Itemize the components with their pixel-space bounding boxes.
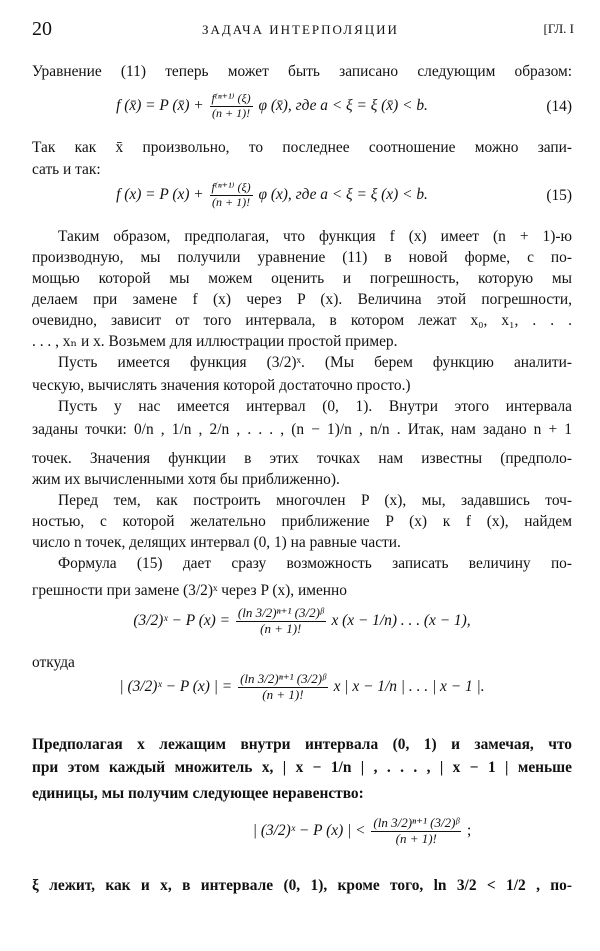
eq-fraction-numerator: (ln 3/2)ⁿ⁺¹ (3/2)ᵝ [373, 815, 460, 830]
eq-fraction-denominator: (n + 1)! [262, 686, 304, 702]
eq-fraction [238, 672, 328, 703]
text-line: ческую, вычислять значения которой достаточно просто.) [32, 377, 411, 394]
text-line: Уравнение (11) теперь может быть записано следующим образом: [32, 63, 572, 80]
eq-fraction [371, 816, 461, 847]
eq-fraction-numerator: f⁽ⁿ⁺¹⁾ (ξ) [211, 180, 251, 194]
eq-fraction-denominator: (n + 1)! [395, 830, 437, 846]
eq-fraction-denominator: (n + 1)! [260, 620, 302, 636]
eq-fraction-denominator: (n + 1)! [212, 105, 251, 120]
text-line: точек. Значения функции в этих точках нам известны (предполо- [32, 450, 572, 467]
page-number: 20 [32, 18, 52, 40]
text-line: откуда [32, 654, 75, 671]
eq-fraction-numerator: (ln 3/2)ⁿ⁺¹ (3/2)ᵝ [237, 605, 324, 620]
text-line: Предполагая x лежащим внутри интервала (0, 1) и замечая, что [32, 736, 572, 753]
text-line: Пусть имеется функция (3/2)ˣ. (Мы берем функцию аналити- [58, 354, 572, 371]
text-line: очевидно, зависит от того интервала, в котором лежат x₀, x₁, . . . [32, 312, 572, 329]
eq-rhs: ; [466, 821, 472, 839]
equation-15 [32, 181, 572, 211]
eq-rhs: φ (x), где a < ξ = ξ (x) < b. [258, 185, 428, 203]
eq-fraction-numerator: (ln 3/2)ⁿ⁺¹ (3/2)ᵝ [240, 671, 326, 686]
text-line: Формула (15) дает сразу возможность записать величину по- [58, 555, 572, 572]
text-line: сать и так: [32, 161, 101, 178]
text-line: заданы точки: 0/n , 1/n , 2/n , . . . , (n − 1)/n , n/n . Итак, нам задано n + 1 [32, 421, 572, 438]
equation-error [32, 606, 572, 648]
text-line: ξ лежит, как и x, в интервале (0, 1), кроме того, ln 3/2 < 1/2 , по- [32, 877, 572, 894]
text-line: Таким образом, предполагая, что функция f (x) имеет (n + 1)-ю [58, 228, 572, 245]
chapter-label: [ГЛ. I [543, 21, 574, 36]
eq-rhs: φ (x̄), где a < ξ = ξ (x̄) < b. [258, 96, 428, 114]
text-line: при этом каждый множитель x, | x − 1/n | , . . . , | x − 1 | меньше [32, 759, 572, 776]
running-header [32, 18, 574, 46]
eq-lhs: (3/2)ˣ − P (x) = [133, 611, 231, 629]
equation-inequality [32, 816, 572, 862]
eq-fraction-numerator: f⁽ⁿ⁺¹⁾ (ξ) [211, 91, 251, 105]
equation-abs-error [32, 672, 572, 714]
eq-fraction [210, 92, 253, 121]
eq-lhs: | (3/2)ˣ − P (x) | = [119, 677, 233, 695]
text-line: грешности при замене (3/2)ˣ через P (x), именно [32, 582, 347, 599]
text-line: жим их вычисленными хотя бы приближенно). [32, 471, 340, 488]
eq-rhs: x | x − 1/n | . . . | x − 1 |. [333, 677, 485, 695]
eq-fraction [210, 181, 253, 210]
eq-rhs: x (x − 1/n) . . . (x − 1), [331, 611, 471, 629]
equation-14 [32, 92, 572, 122]
equation-number: (15) [546, 187, 572, 204]
text-line: Пусть у нас имеется интервал (0, 1). Внутри этого интервала [58, 398, 572, 415]
text-line: число n точек, делящих интервал (0, 1) на равные части. [32, 534, 401, 551]
eq-fraction-denominator: (n + 1)! [212, 194, 251, 209]
equation-number: (14) [546, 98, 572, 115]
eq-lhs: f (x) = P (x) + [116, 185, 204, 203]
eq-lhs: | (3/2)ˣ − P (x) | < [252, 821, 366, 839]
text-line: Так как x̄ произвольно, то последнее соотношение можно запи- [32, 139, 572, 156]
eq-lhs: f (x̄) = P (x̄) + [116, 96, 204, 114]
text-line: ностью, с которой желательно приближение P (x) к f (x), найдем [32, 513, 572, 530]
text-line: Перед тем, как построить многочлен P (x), мы, задавшись точ- [58, 492, 572, 509]
text-line: . . . , xₙ и x. Возьмем для иллюстрации простой пример. [32, 333, 398, 350]
text-line: производную, мы получили уравнение (11) в новой форме, с по- [32, 249, 572, 266]
running-title: ЗАДАЧА ИНТЕРПОЛЯЦИИ [202, 22, 399, 37]
text-line: мощью которой мы можем оценить и погрешность, которую мы [32, 270, 572, 287]
eq-fraction [236, 606, 326, 637]
text-line: единицы, мы получим следующее неравенство: [32, 785, 364, 802]
text-line: делаем при замене f (x) через P (x). Величина этой погрешности, [32, 291, 572, 308]
